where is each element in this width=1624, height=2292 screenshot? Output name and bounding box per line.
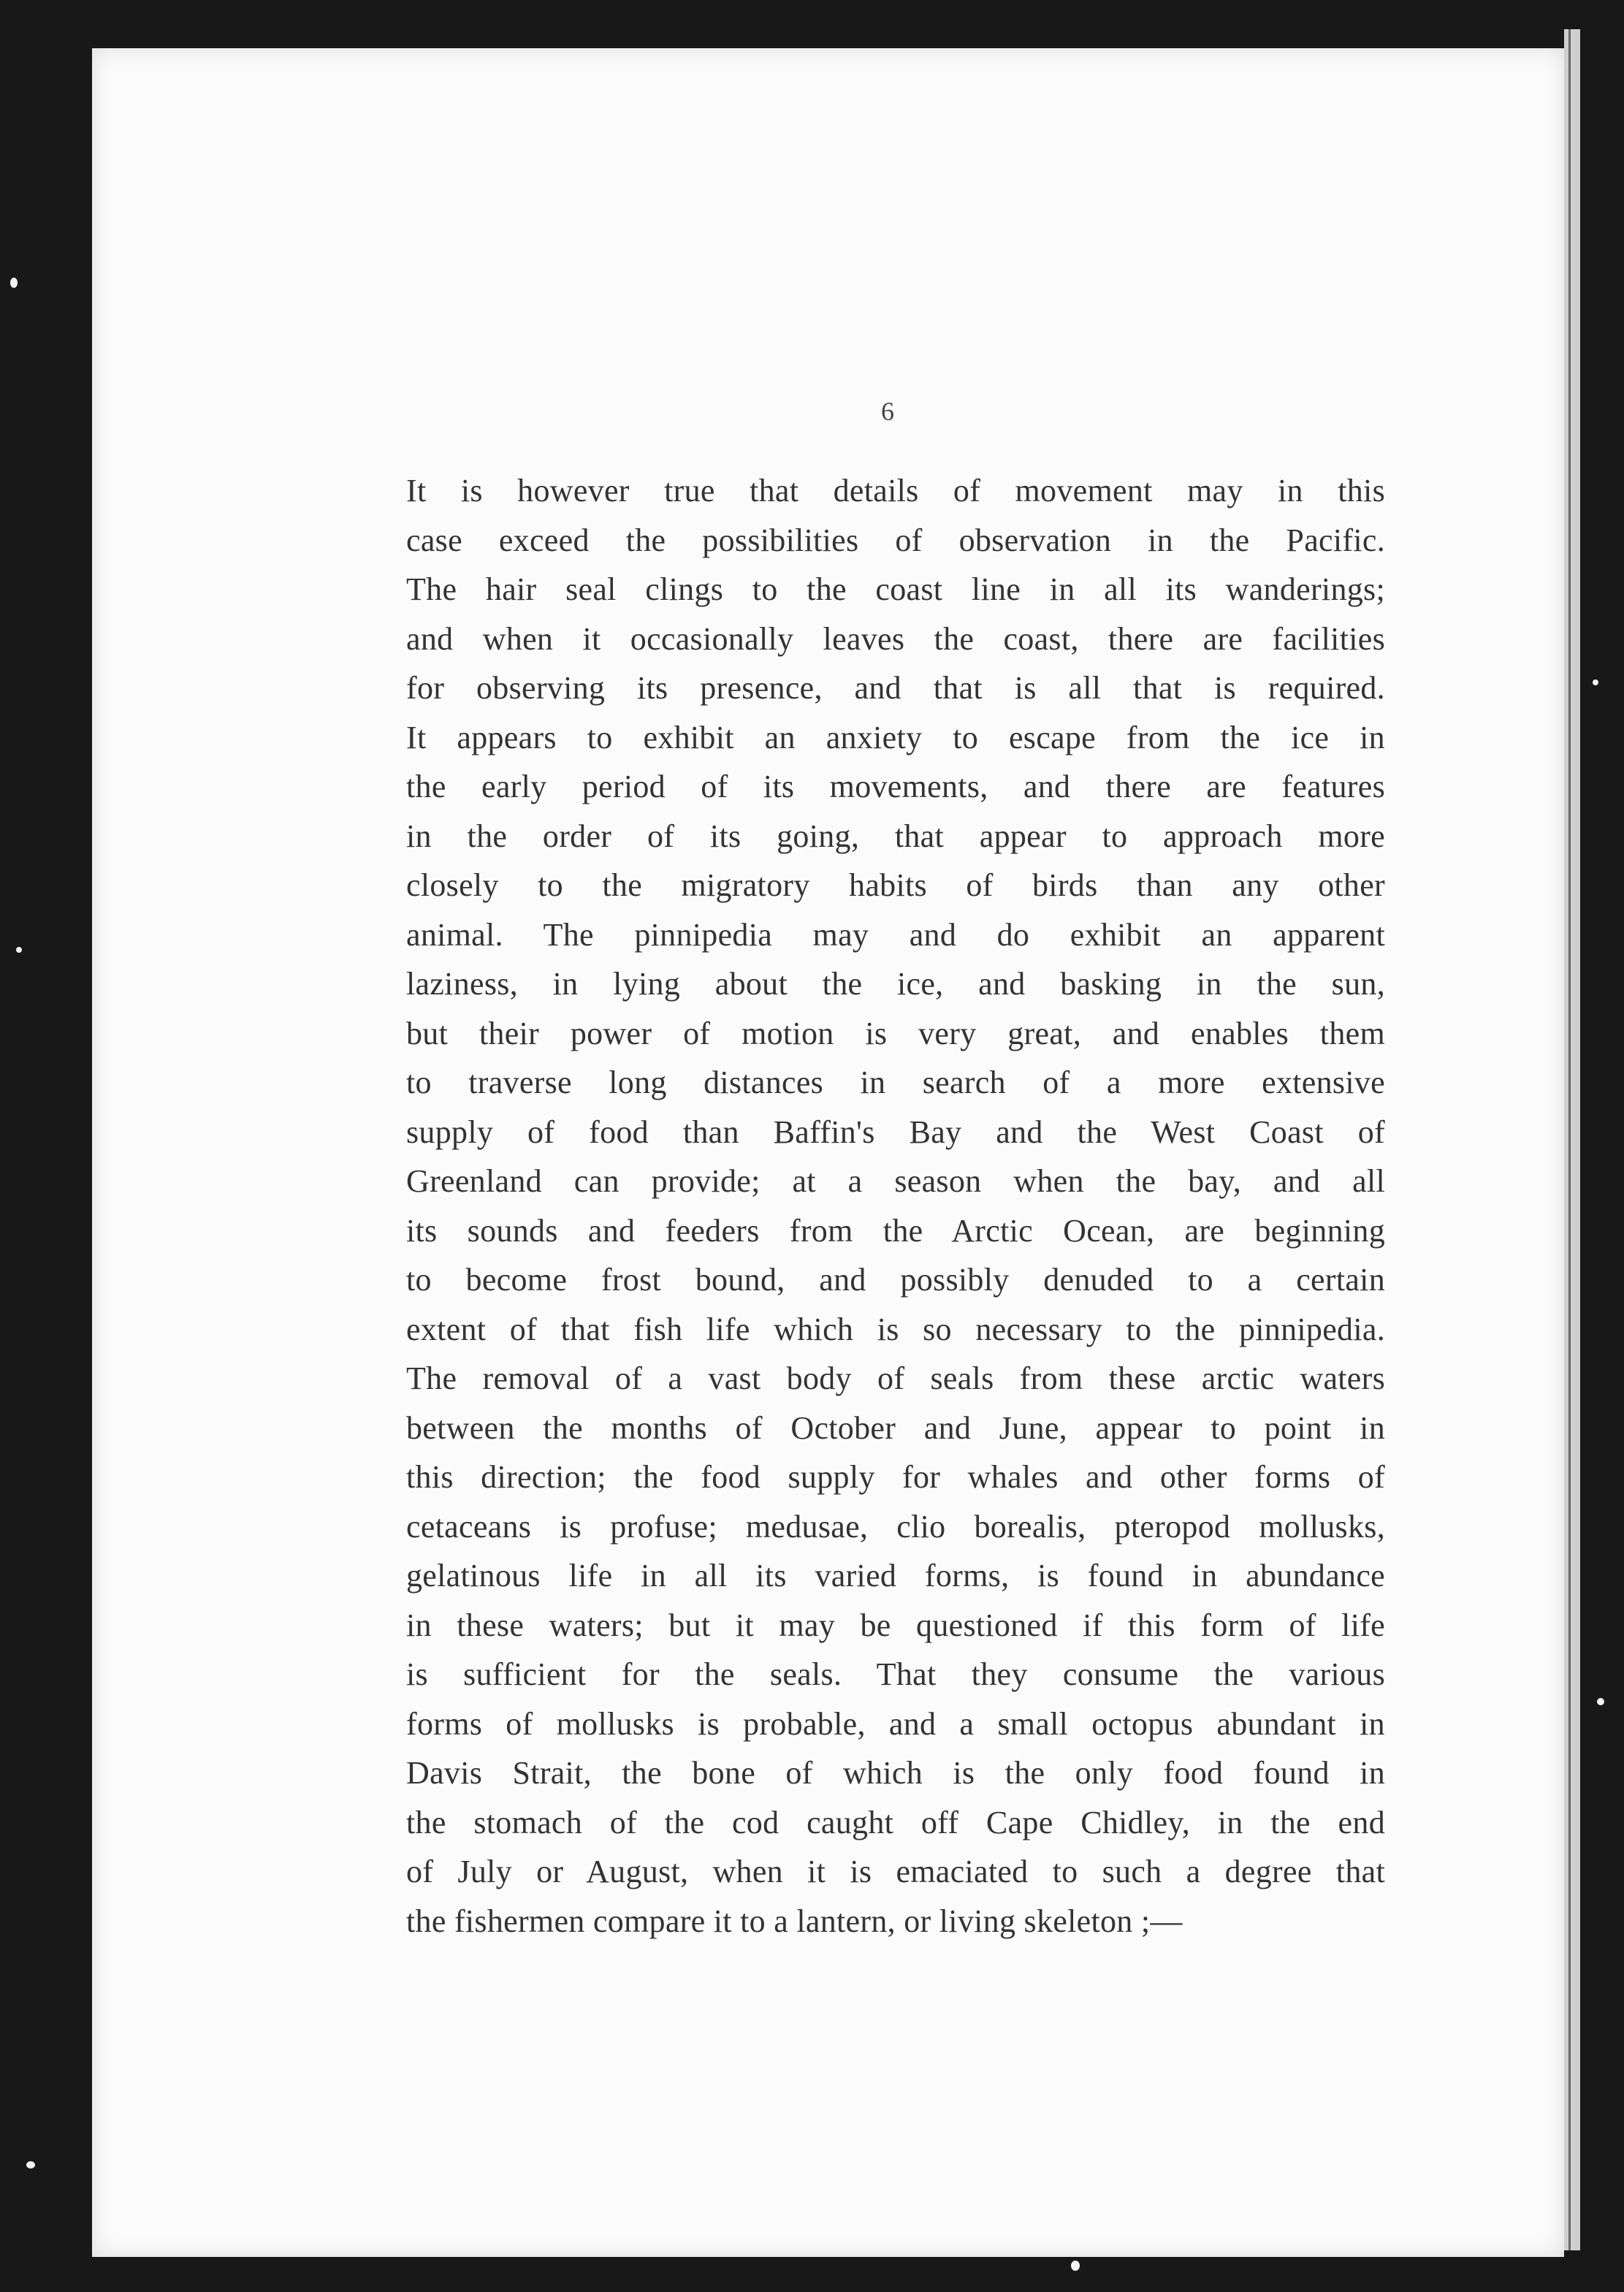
text-line: animal. The pinnipedia may and do exhibit an apparent bbox=[406, 916, 1385, 953]
scan-fleck bbox=[10, 278, 18, 288]
text-line: of July or August, when it is emaciated to such a degree that bbox=[406, 1854, 1385, 1889]
scan-fleck bbox=[1597, 1698, 1604, 1705]
text-line: laziness, in lying about the ice, and basking in the sun, bbox=[406, 966, 1385, 1002]
scan-fleck bbox=[1593, 679, 1598, 685]
text-line: extent of that fish life which is so necessary to the pinnipedia. bbox=[406, 1311, 1385, 1347]
text-line: and when it occasionally leaves the coast, there are facilities bbox=[406, 620, 1385, 657]
text-line: case exceed the possibilities of observation in the Pacific. bbox=[406, 522, 1385, 558]
text-line: this direction; the food supply for whales and other forms of bbox=[406, 1459, 1385, 1495]
text-line: between the months of October and June, appear to point in bbox=[406, 1409, 1385, 1446]
scan-fleck bbox=[1071, 2261, 1080, 2271]
text-line: supply of food than Baffin's Bay and the West Coast of bbox=[406, 1113, 1385, 1150]
text-line: The removal of a vast body of seals from these arctic waters bbox=[406, 1360, 1385, 1396]
facing-page-edge bbox=[1564, 29, 1580, 2250]
text-line: Davis Strait, the bone of which is the only food found in bbox=[406, 1755, 1385, 1791]
text-line: its sounds and feeders from the Arctic Ocean, are beginning bbox=[406, 1212, 1385, 1249]
text-line: cetaceans is profuse; medusae, clio borealis, pteropod mollusks, bbox=[406, 1508, 1385, 1545]
text-line: It is however true that details of movement may in this bbox=[406, 473, 1385, 509]
text-line: forms of mollusks is probable, and a small octopus abundant in bbox=[406, 1705, 1385, 1742]
scan-fleck bbox=[16, 947, 22, 953]
text-line: gelatinous life in all its varied forms, is found in abundance bbox=[406, 1558, 1385, 1594]
text-line: the stomach of the cod caught off Cape Chidley, in the end bbox=[406, 1804, 1385, 1840]
text-line: in these waters; but it may be questioned if this form of life bbox=[406, 1607, 1385, 1643]
text-line: The hair seal clings to the coast line in all its wanderings; bbox=[406, 571, 1385, 607]
text-line: the early period of its movements, and there are features bbox=[406, 769, 1385, 804]
text-line: Greenland can provide; at a season when the bay, and all bbox=[406, 1163, 1385, 1199]
text-line: to traverse long distances in search of a more extensive bbox=[406, 1065, 1385, 1100]
scan-fleck bbox=[26, 2161, 35, 2169]
body-text bbox=[406, 466, 1385, 1946]
text-line: to become frost bound, and possibly denuded to a certain bbox=[406, 1262, 1385, 1298]
text-line: but their power of motion is very great, and enables them bbox=[406, 1015, 1385, 1051]
text-line: is sufficient for the seals. That they consume the various bbox=[406, 1656, 1385, 1692]
text-line: closely to the migratory habits of birds than any other bbox=[406, 867, 1385, 903]
text-line: in the order of its going, that appear to approach more bbox=[406, 818, 1385, 854]
text-line: for observing its presence, and that is all that is required. bbox=[406, 670, 1385, 706]
text-line: It appears to exhibit an anxiety to escape from the ice in bbox=[406, 719, 1385, 755]
page-number: 6 bbox=[881, 397, 894, 426]
text-line: the fishermen compare it to a lantern, or living skeleton ;— bbox=[406, 1903, 1183, 1939]
